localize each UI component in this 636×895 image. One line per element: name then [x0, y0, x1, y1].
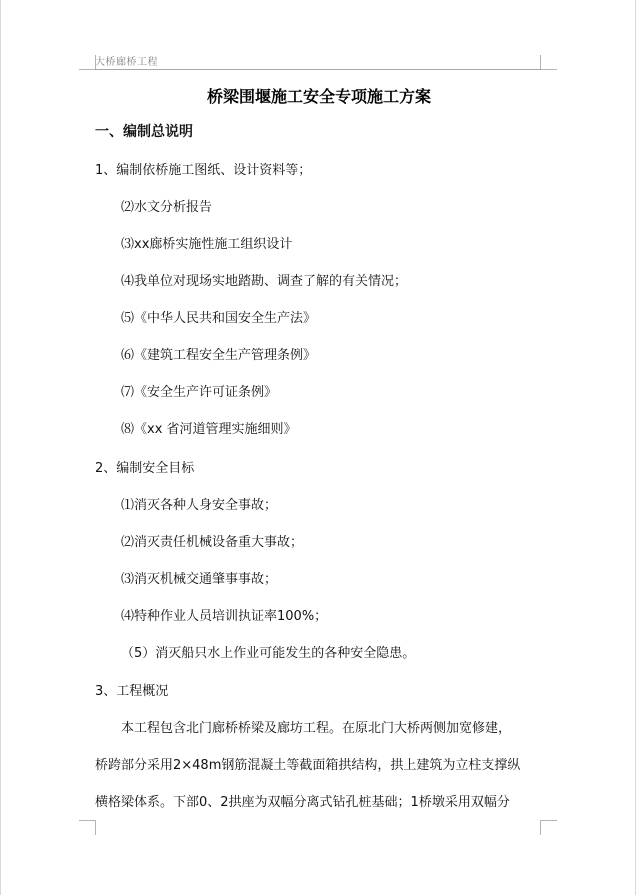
list-subitem: ⑶xx廊桥实施性施工组织设计	[121, 237, 293, 252]
list-item-heading: 3、工程概况	[95, 684, 169, 699]
list-subitem: ⑵消灭责任机械设备重大事故；	[121, 535, 304, 550]
running-header: 大桥廊桥工程	[95, 57, 158, 68]
crop-mark-top-right	[540, 55, 557, 70]
list-subitem: ⑵水文分析报告	[121, 200, 213, 215]
header-rule	[95, 69, 541, 70]
paragraph-line: 桥跨部分采用2×48m钢筋混凝土等截面箱拱结构，拱上建筑为立柱支撑纵	[95, 758, 521, 773]
paragraph-line: 横格梁体系。下部0、2拱座为双幅分离式钻孔桩基础；1桥墩采用双幅分	[95, 795, 510, 810]
list-subitem: ⑴消灭各种人身安全事故；	[121, 498, 278, 513]
section-heading: 一、编制总说明	[95, 124, 193, 140]
list-subitem: ⑶消灭机械交通肇事事故；	[121, 572, 278, 587]
list-item-heading: 2、编制安全目标	[95, 461, 195, 476]
crop-mark-bottom-right	[540, 820, 557, 835]
list-subitem: ⑹《建筑工程安全生产管理条例》	[121, 348, 317, 363]
list-subitem: ⑺《安全生产许可证条例》	[121, 385, 278, 400]
list-subitem: ⑷特种作业人员培训执证率100%；	[121, 609, 328, 624]
list-item-heading: 1、编制依桥施工图纸、设计资料等；	[95, 163, 312, 178]
paragraph-line: 本工程包含北门廊桥桥梁及廊坊工程。在原北门大桥两侧加宽修建，	[121, 721, 512, 736]
list-subitem: ⑷我单位对现场实地踏勘、调查了解的有关情况；	[121, 274, 408, 289]
crop-mark-bottom-left	[79, 820, 96, 835]
list-subitem: ⑻《xx 省河道管理实施细则》	[121, 422, 297, 437]
document-title: 桥梁围堰施工安全专项施工方案	[206, 87, 431, 106]
list-subitem: ⑸《中华人民共和国安全生产法》	[121, 311, 317, 326]
list-subitem: （5）消灭船只水上作业可能发生的各种安全隐患。	[121, 646, 416, 661]
crop-mark-top-left	[79, 55, 96, 70]
